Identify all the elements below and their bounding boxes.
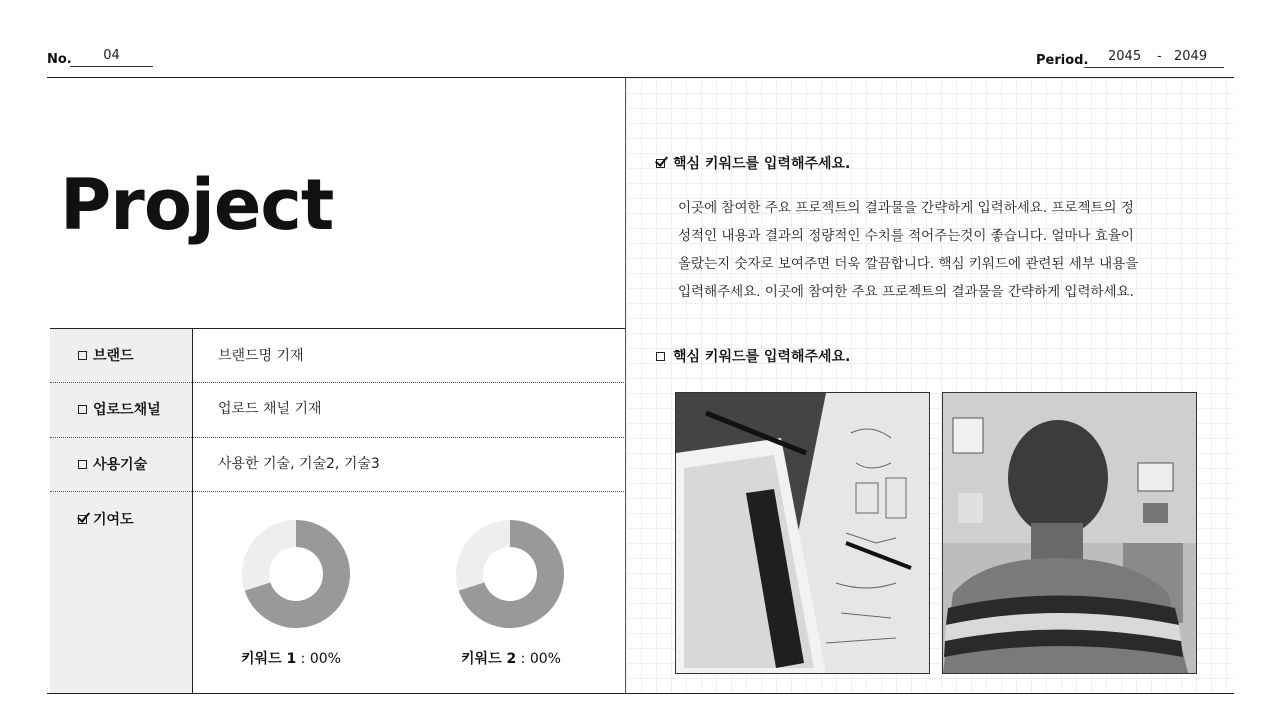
table-row-brand-label [78,345,134,365]
keyword-2-sep: : [516,651,530,667]
keyword-1-sep: : [296,651,310,667]
contribution-label-text: 기여도 [93,512,134,528]
section1-body [678,194,1218,306]
period-label: Period. [1036,53,1089,68]
section2-heading-text: 핵심 키워드를 입력해주세요. [673,349,851,365]
tablet-notebook-image [676,393,929,673]
table-row-contribution-label [78,509,134,529]
keyword-1-value: 00% [309,651,341,667]
donut-slice-2 [242,520,296,591]
tech-value: 사용한 기술, 기술2, 기술3 [218,456,380,472]
section1-line: 성적인 내용과 결과의 정량적인 수치를 적어주는것이 좋습니다. 얼마나 효율이 [678,228,1134,244]
table-row-tech-label [78,454,147,474]
page-title: Project [60,164,334,246]
section2-heading [656,346,850,366]
section1-line: 입력해주세요. 이곳에 참여한 주요 프로젝트의 결과물을 간략하게 입력하세요. [678,284,1134,300]
center-divider [625,78,626,693]
period-field [1084,48,1224,68]
section1-line: 올랐는지 숫자로 보여주면 더욱 깔끔합니다. 핵심 키워드에 관련된 세부 내용을 [678,256,1139,272]
donut-chart-2 [450,514,570,634]
channel-label-text: 업로드채널 [93,402,161,418]
keyword-2-caption [436,648,586,668]
donut-slice-2 [456,520,510,591]
period-separator: - [1157,49,1162,64]
bottom-rule [47,693,1234,694]
checked-checkbox-icon [78,515,87,524]
period-start: 2045 [1108,49,1142,64]
keyword-1-name: 키워드 1 [241,651,297,667]
person-back-image [943,393,1196,673]
table-top-rule [50,328,625,329]
table-row-divider [50,437,624,438]
donut-chart-1 [236,514,356,634]
table-row-channel-label [78,399,161,419]
brand-value: 브랜드명 기재 [218,348,304,364]
keyword-2-value: 00% [529,651,561,667]
section1-line: 이곳에 참여한 주요 프로젝트의 결과물을 간략하게 입력하세요. 프로젝트의 정 [678,200,1134,216]
no-label: No. [47,52,72,67]
photo-person-back [942,392,1197,674]
table-row-divider [50,382,624,383]
period-end: 2049 [1174,49,1208,64]
table-row-divider [50,491,624,492]
checked-checkbox-icon [656,159,665,168]
section1-heading-text: 핵심 키워드를 입력해주세요. [673,156,851,172]
channel-value: 업로드 채널 기재 [218,401,322,417]
checkbox-icon [656,352,665,361]
section1-heading [656,153,850,173]
checkbox-icon [78,405,87,414]
photo-tablet-notebook [675,392,930,674]
brand-label-text: 브랜드 [93,348,134,364]
no-value: 04 [70,48,153,67]
checkbox-icon [78,460,87,469]
keyword-2-name: 키워드 2 [461,651,517,667]
checkbox-icon [78,351,87,360]
keyword-1-caption [216,648,366,668]
tech-label-text: 사용기술 [93,457,148,473]
